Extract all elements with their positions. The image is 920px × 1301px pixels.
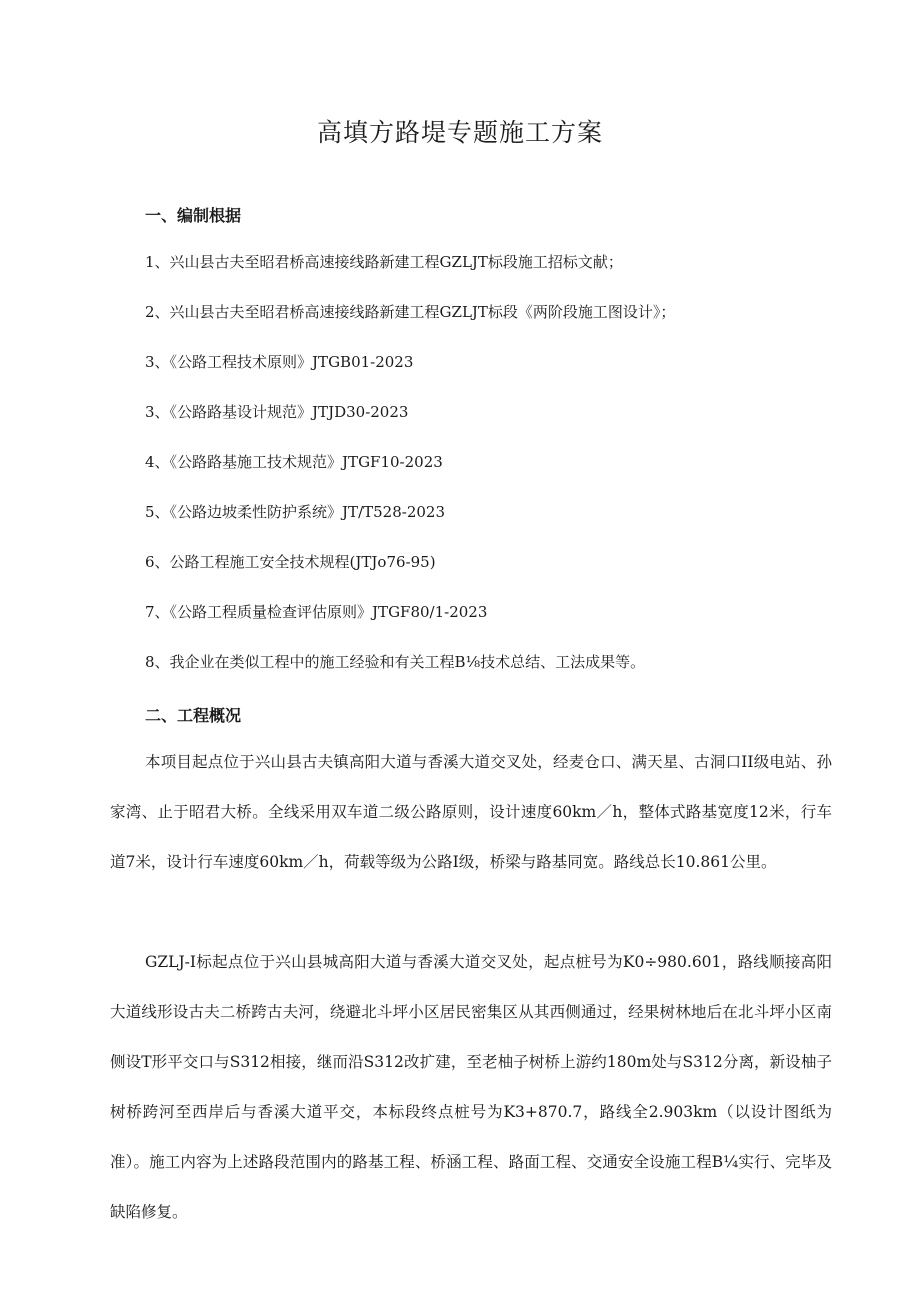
reference-item: 2、兴山县古夫至昭君桥高速接线路新建工程GZLJT标段《两阶段施工图设计》； [145, 303, 676, 321]
overview-paragraph: GZLJ-I标起点位于兴山县城高阳大道与香溪大道交叉处，起点桩号为K0÷980.601，路线顺接高阳大道线形设古夫二桥跨古夫河，绕避北斗坪小区居民密集区从其西侧通过，经果树林地后在北斗坪小区南侧设T形平交口与S312相接，继而沿S312改扩建，至老柚子树桥上游约180m处与S312分离，新设柚子树桥跨河至西岸后与香溪大道平交，本标段终点桩号为K3+870.7，路线全2.903km（以设计图纸为准）。施工内容为上述路段范围内的路基工程、桥涵工程、路面工程、交通安全设施工程B¼实行、完毕及缺陷修复。 [110, 953, 832, 1221]
section-heading-basis: 一、编制根据 [145, 206, 242, 225]
document-title: 高填方路堤专题施工方案 [316, 118, 603, 147]
reference-item: 1、兴山县古夫至昭君桥高速接线路新建工程GZLJT标段施工招标文献； [145, 253, 623, 271]
reference-item: 7、《公路工程质量检查评估原则》JTGF80/1-2023 [145, 603, 488, 621]
overview-paragraph: 本项目起点位于兴山县古夫镇高阳大道与香溪大道交叉处，经麦仓口、满天星、古洞口II级电站、孙家湾、止于昭君大桥。全线采用双车道二级公路原则，设计速度60km／h，整体式路基宽度12米，行车道7米，设计行车速度60km／h，荷载等级为公路Ⅰ级，桥梁与路基同宽。路线总长10.861公里。 [110, 753, 832, 871]
reference-item: 5、《公路边坡柔性防护系统》JT/T528-2023 [145, 503, 445, 521]
section-heading-overview: 二、工程概况 [145, 706, 242, 725]
reference-item: 3、《公路工程技术原则》JTGB01-2023 [145, 353, 414, 371]
reference-list [145, 250, 845, 700]
reference-item: 8、我企业在类似工程中的施工经验和有关工程B⅛技术总结、工法成果等。 [145, 653, 646, 671]
reference-item: 6、公路工程施工安全技术规程(JTJo76-95) [145, 553, 436, 571]
reference-item: 4、《公路路基施工技术规范》JTGF10-2023 [145, 453, 443, 471]
reference-item: 3、《公路路基设计规范》JTJD30-2023 [145, 403, 409, 421]
